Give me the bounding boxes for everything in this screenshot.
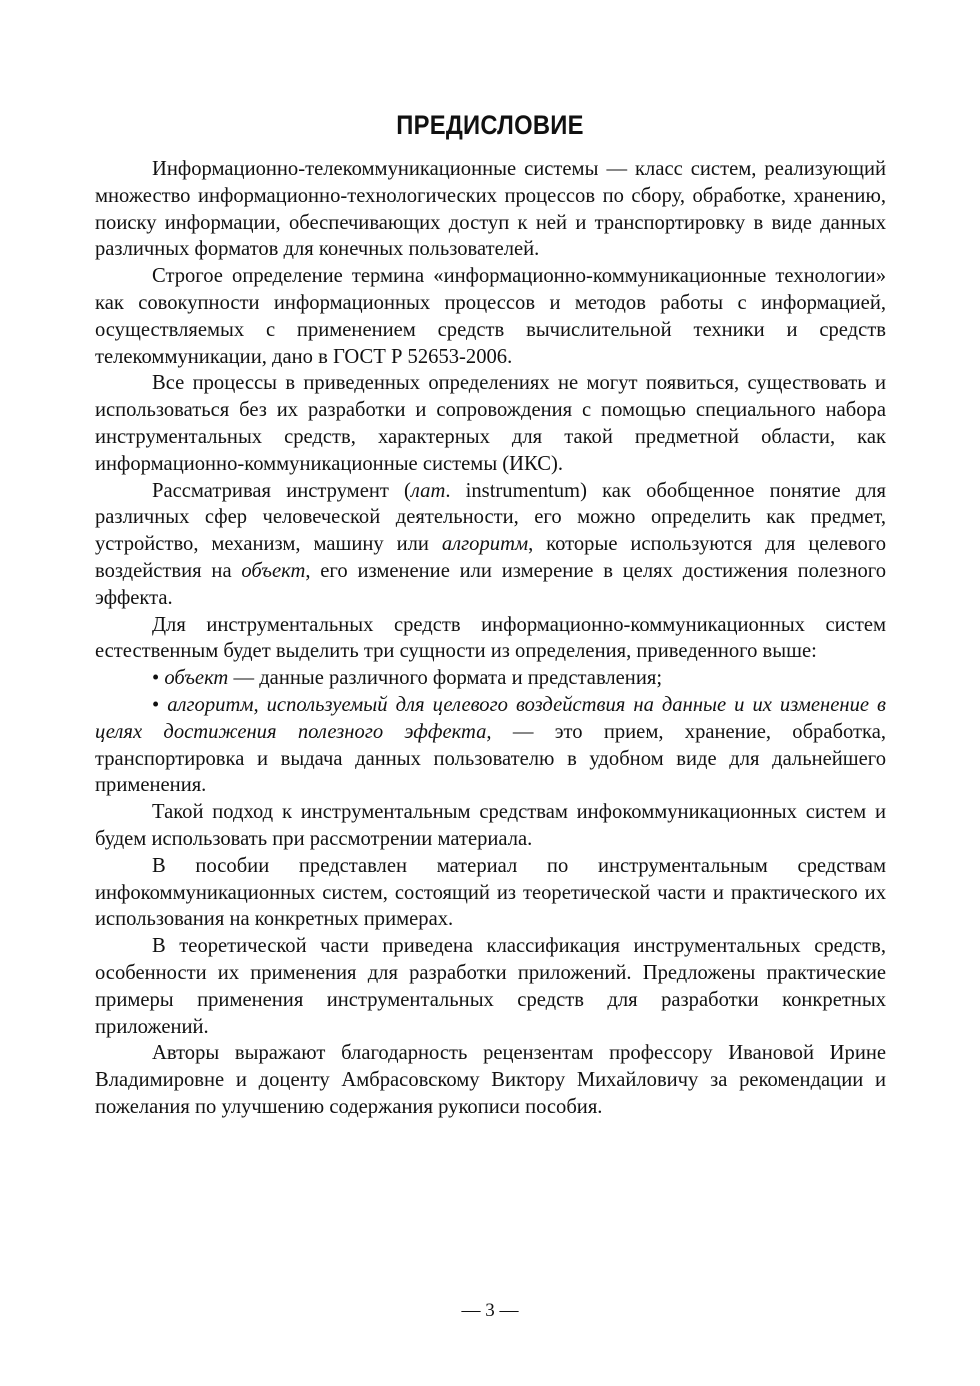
italic-term-object: объект [241, 559, 306, 582]
text-run: — это прием, хранение, обработка, транспортировка и выдача данных пользователю в удобном виде для дальнейшего применения. [95, 720, 886, 797]
paragraph-instrument [95, 478, 886, 612]
italic-term-algorithm: алгоритм [441, 533, 529, 556]
paragraph-approach: Такой подход к инструментальным средствам инфокоммуникационных систем и будем использовать при рассмотрении материала. [95, 801, 886, 850]
text-run: Рассматривая инструмент ( [152, 479, 411, 502]
page-number: — 3 — [461, 1300, 519, 1321]
list-item-object [95, 665, 886, 692]
preface-body [95, 156, 886, 1121]
bullet-marker: • [152, 667, 160, 690]
bullet-marker: • [152, 693, 160, 716]
text-run: , его изменение или измерение в целях достижения полезного эффекта. [95, 559, 886, 609]
text-run: — данные различного формата и представления; [228, 667, 663, 690]
text-run: . instrumentum) как обобщенное понятие для различных сфер человеческой деятельности, его можно определить как предмет, устройство, механизм, машину или [95, 479, 886, 556]
italic-algorithm-definition: алгоритм, используемый для целевого воздействия на данные и их изменение в целях достижения полезного эффекта, [95, 693, 886, 743]
paragraph-processes: Все процессы в приведенных определениях не могут появиться, существовать и использоваться без их разработки и сопровождения с помощью специального набора инструментальных средств, характерных для такой предметной области, как информационно-коммуникационные системы (ИКС). [95, 372, 886, 475]
list-item-algorithm [95, 692, 886, 799]
paragraph-three-entities: Для инструментальных средств информационно-коммуникационных систем естественным будет выделить три сущности из определения, приведенного выше: [95, 613, 886, 663]
paragraph-contents: В пособии представлен материал по инструментальным средствам инфокоммуникационных систем, состоящий из теоретической части и практического их использования на конкретных примерах. [95, 854, 886, 931]
text-run: , которые используются для целевого воздействия на [95, 533, 887, 582]
page-title: ПРЕДИСЛОВИЕ [396, 110, 584, 141]
italic-term-lat: лат [410, 479, 446, 502]
italic-term-object: объект [164, 667, 229, 690]
paragraph-ict-definition: Строгое определение термина «информационно-коммуникационные технологии» как совокупности информационных процессов и методов работы с информацией, осуществляемых с применением средств вычислительной техники и средств телекоммуникации, дано в ГОСТ Р 52653-2006. [95, 265, 886, 368]
paragraph-theory: В теоретической части приведена классификация инструментальных средств, особенности их применения для разработки приложений. Предложены практические примеры применения инструментальных средств для разработки конкретных приложений. [95, 935, 886, 1038]
paragraph-acknowledgements: Авторы выражают благодарность рецензентам профессору Ивановой Ирине Владимировне и доценту Амбрасовскому Виктору Михайловичу за рекомендации и пожелания по улучшению содержания рукописи пособия. [95, 1042, 886, 1118]
paragraph-ics-definition: Информационно-телекоммуникационные системы — класс систем, реализующий множество информационно-технологических процессов по сбору, обработке, хранению, поиску информации, обеспечивающих доступ к ней и транспортировку в виде данных различных форматов для конечных пользователей. [95, 158, 886, 261]
